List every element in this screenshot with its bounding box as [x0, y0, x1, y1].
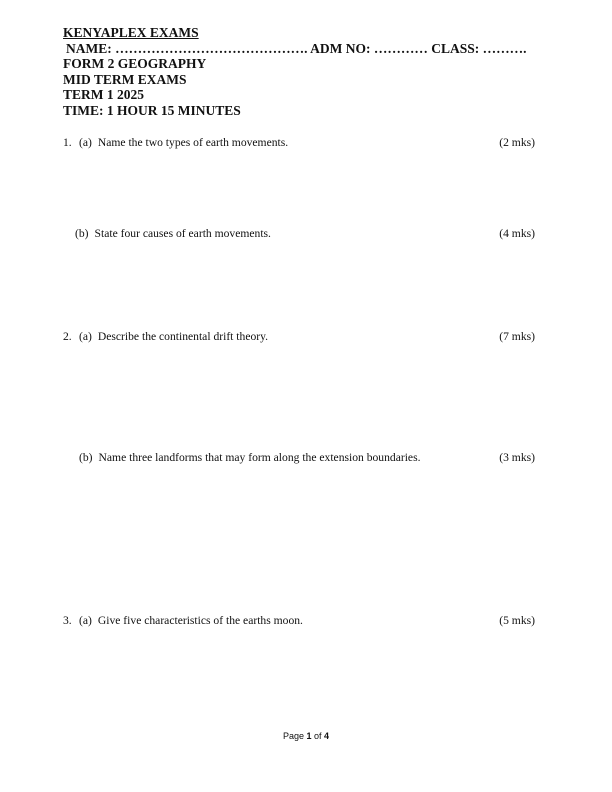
page-total: 4 — [324, 731, 330, 741]
question-3a — [63, 614, 303, 628]
question-2b — [79, 451, 420, 465]
question-part: (b) — [75, 227, 89, 240]
page-footer — [0, 731, 612, 741]
exam-title: MID TERM EXAMS — [63, 71, 187, 87]
question-text: Name three landforms that may form along the extension boundaries. — [98, 451, 421, 464]
question-text: Give five characteristics of the earths moon. — [97, 614, 303, 627]
time-label: TIME: 1 HOUR 15 MINUTES — [63, 102, 241, 118]
question-text: Describe the continental drift theory. — [97, 330, 269, 343]
term-label: TERM 1 2025 — [63, 87, 144, 103]
question-part: (b) — [79, 451, 93, 464]
question-1a-marks: (2 mks) — [499, 136, 535, 149]
question-text: State four causes of earth movements. — [94, 227, 271, 240]
question-2a-marks: (7 mks) — [499, 330, 535, 343]
question-number: 1. — [63, 136, 72, 149]
question-1a — [63, 136, 288, 150]
exam-header — [63, 25, 563, 119]
question-part: (a) — [79, 136, 92, 149]
question-part: (a) — [79, 614, 92, 627]
page-label: Page — [282, 731, 304, 741]
question-number: 2. — [63, 330, 72, 343]
question-2b-marks: (3 mks) — [499, 451, 535, 464]
question-text: Name the two types of earth movements. — [97, 136, 289, 149]
page-of: of — [314, 731, 322, 741]
question-part: (a) — [79, 330, 92, 343]
subject-title: FORM 2 GEOGRAPHY — [63, 56, 207, 72]
question-1b — [75, 227, 271, 241]
page-current: 1 — [306, 731, 312, 741]
question-1b-marks: (4 mks) — [499, 227, 535, 240]
question-number: 3. — [63, 614, 72, 627]
question-2a — [63, 330, 268, 344]
question-3a-marks: (5 mks) — [499, 614, 535, 627]
student-details-line: NAME: ……………………………………. ADM NO: ………… CLASS: ………. — [66, 40, 527, 56]
school-name: KENYAPLEX EXAMS — [63, 25, 199, 40]
